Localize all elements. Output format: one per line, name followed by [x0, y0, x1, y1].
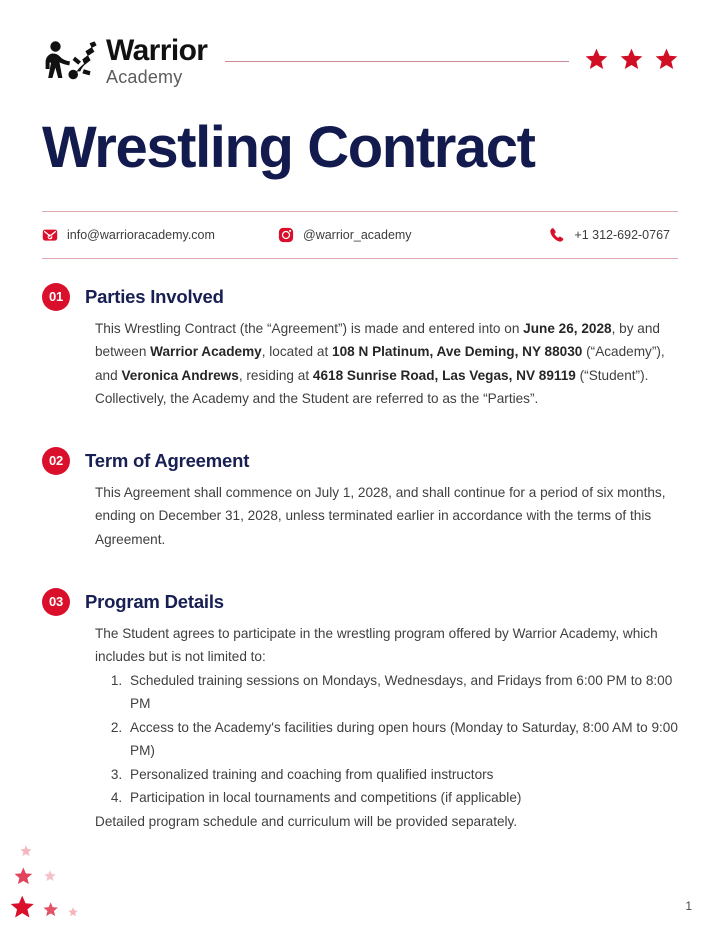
- page-number: 1: [685, 899, 692, 913]
- section-number-badge: 02: [42, 447, 70, 475]
- program-list-item: 2. Access to the Academy's facilities during open hours (Monday to Saturday, 8:00 AM to 9:00 PM): [126, 716, 678, 763]
- section-number-badge: 03: [42, 588, 70, 616]
- program-list: [95, 669, 678, 810]
- section-term-of-agreement: [42, 447, 678, 552]
- star-icon: [655, 48, 678, 74]
- section-title: Program Details: [85, 590, 224, 612]
- instagram-icon: [278, 227, 294, 243]
- section-header: [42, 283, 678, 311]
- brand-logo: [42, 33, 208, 88]
- section-title: Term of Agreement: [85, 449, 250, 471]
- contact-email-text: info@warrioracademy.com: [67, 227, 215, 242]
- email-icon: [42, 227, 58, 243]
- program-list-item: 1. Scheduled training sessions on Mondays, Wednesdays, and Fridays from 6:00 PM to 8:00 PM: [126, 669, 678, 716]
- wrestlers-icon: [42, 38, 100, 84]
- star-icon: [620, 48, 643, 74]
- section-header: [42, 588, 678, 616]
- brand-subname: Academy: [106, 67, 183, 88]
- contract-sections: [42, 283, 678, 833]
- header-star-group: [585, 48, 678, 74]
- section-body: [95, 622, 678, 834]
- program-list-item: 4. Participation in local tournaments and competitions (if applicable): [126, 786, 678, 810]
- section-outro: Detailed program schedule and curriculum will be provided separately.: [95, 813, 518, 829]
- contact-bar: [42, 211, 678, 259]
- section-paragraph: This Agreement shall commence on July 1, 2028, and shall continue for a period of six months, ending on December 31, 2028, unless terminated earlier in accordance with the terms of this Agreement.: [95, 484, 666, 547]
- contact-email[interactable]: [42, 227, 278, 243]
- page-title: Wrestling Contract: [42, 115, 535, 180]
- section-intro: The Student agrees to participate in the wrestling program offered by Warrior Academy, which includes but is not limited to:: [95, 625, 658, 665]
- section-body: [95, 481, 678, 552]
- contact-instagram-text: @warrior_academy: [303, 227, 412, 242]
- section-title: Parties Involved: [85, 285, 224, 307]
- document-header: [0, 0, 720, 92]
- section-program-details: [42, 588, 678, 834]
- contact-phone-text: +1 312-692-0767: [574, 227, 670, 242]
- contact-instagram[interactable]: [278, 227, 514, 243]
- section-paragraph: This Wrestling Contract (the “Agreement”) is made and entered into on June 26, 2028, by and between Warrior Academy, located at 108 N Platinum, Ave Deming, NY 88030 (“Academy”), and Veronica Andrews, residing at 4618 Sunrise Road, Las Vegas, NV 89119 (“Student”). Collectively, the Academy and the Student are referred to as the “Parties”.: [95, 320, 665, 407]
- section-number-badge: 01: [42, 283, 70, 311]
- star-cluster-icon: [6, 839, 116, 931]
- brand-name: Warrior: [106, 33, 208, 67]
- header-divider: [225, 61, 569, 62]
- contact-phone[interactable]: [514, 227, 678, 243]
- star-icon: [585, 48, 608, 74]
- section-parties-involved: [42, 283, 678, 411]
- section-header: [42, 447, 678, 475]
- phone-icon: [549, 227, 565, 243]
- program-list-item: 3. Personalized training and coaching from qualified instructors: [126, 763, 678, 787]
- section-body: [95, 317, 678, 411]
